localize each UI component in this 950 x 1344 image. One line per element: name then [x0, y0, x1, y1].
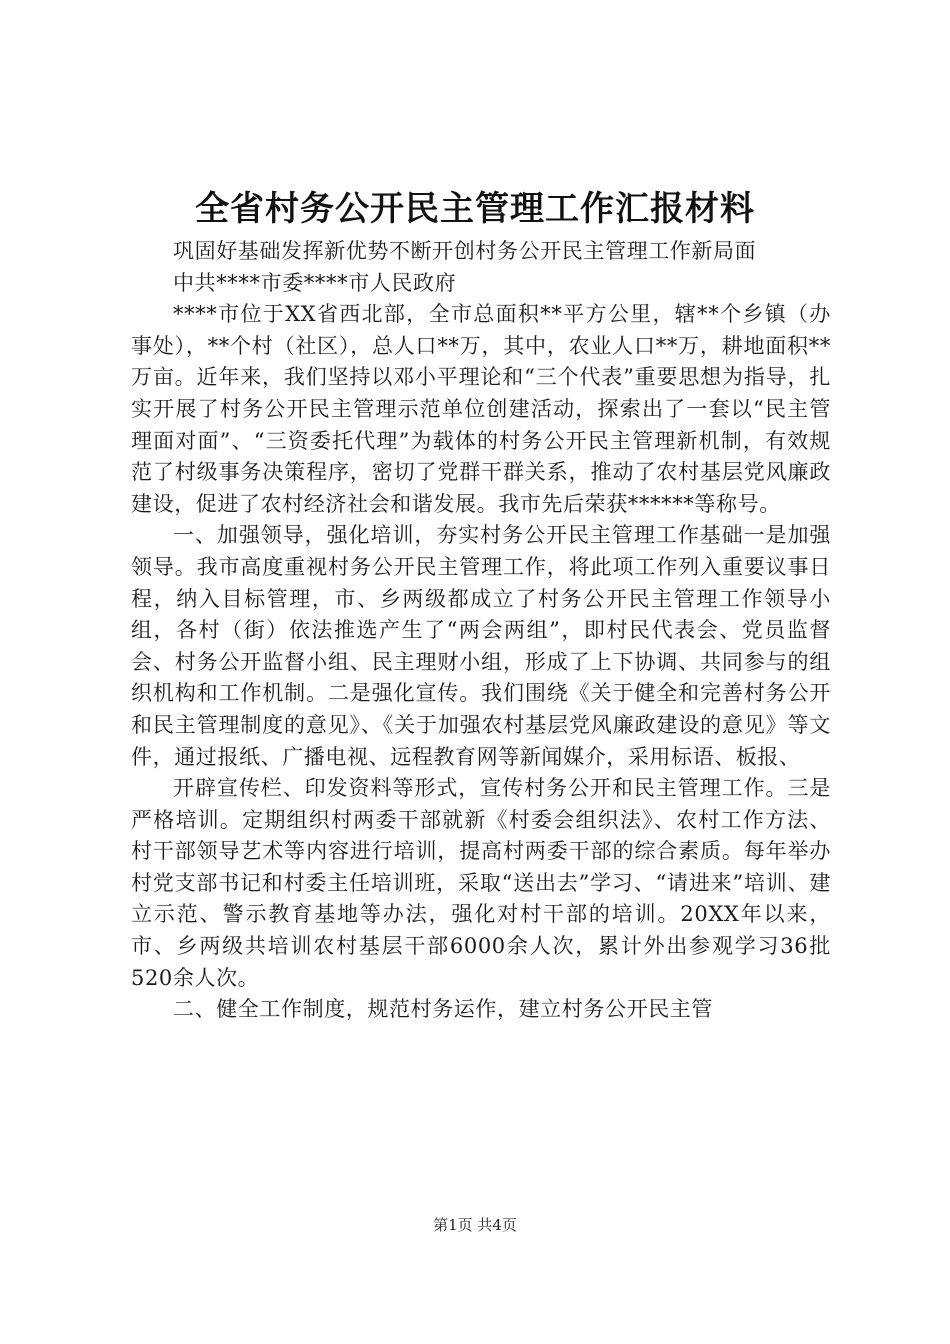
- paragraph-section-2: 二、健全工作制度，规范村务运作，建立村务公开民主管: [173, 997, 713, 1022]
- paragraph-author: 中共****市委****市人民政府: [173, 270, 457, 295]
- paragraph-section-1: 一、加强领导，强化培训，夯实村务公开民主管理工作基础一是加强领导。我市高度重视村务公开民主管理工作，将此项工作列入重要议事日程，纳入目标管理，市、乡两级都成立了村务公开民主管理工作领导小组，各村（街）依法推选产生了“两会两组”，即村民代表会、党员监督会、村务公开监督小组、民主理财小组，形成了上下协调、共同参与的组织机构和工作机制。二是强化宣传。我们围绕《关于健全和完善村务公开和民主管理制度的意见》、《关于加强农村基层党风廉政建设的意见》等文件，通过报纸、广播电视、远程教育网等新闻媒介，采用标语、板报、: [131, 523, 831, 769]
- paragraph-subtitle: 巩固好基础发挥新优势不断开创村务公开民主管理工作新局面: [173, 239, 757, 263]
- paragraph-intro: ****市位于XX省西北部，全市总面积**平方公里，辖**个乡镇（办事处），**个村（社区），总人口**万，其中，农业人口**万，耕地面积**万亩。近年来，我们坚持以邓小平理论和“三个代表”重要思想为指导，扎实开展了村务公开民主管理示范单位创建活动，探索出了一套以“民主管理面对面”、“三资委托代理”为载体的村务公开民主管理新机制，有效规范了村级事务决策程序，密切了党群干群关系，推动了农村基层党风廉政建设，促进了农村经济社会和谐发展。我市先后荣获******等称号。: [131, 302, 831, 516]
- document-title: 全省村务公开民主管理工作汇报材料: [195, 189, 755, 229]
- page-number-footer: 第1页 共4页: [433, 1216, 517, 1234]
- paragraph-section-1-cont: 开辟宣传栏、印发资料等形式，宣传村务公开和民主管理工作。三是严格培训。定期组织村两委干部就新《村委会组织法》、农村工作方法、村干部领导艺术等内容进行培训，提高村两委干部的综合素质。每年举办村党支部书记和村委主任培训班，采取“送出去”学习、“请进来”培训、建立示范、警示教育基地等办法，强化对村干部的培训。20XX年以来，市、乡两级共培训农村基层干部6000余人次，累计外出参观学习36批520余人次。: [131, 776, 831, 990]
- document-body: [131, 236, 831, 1026]
